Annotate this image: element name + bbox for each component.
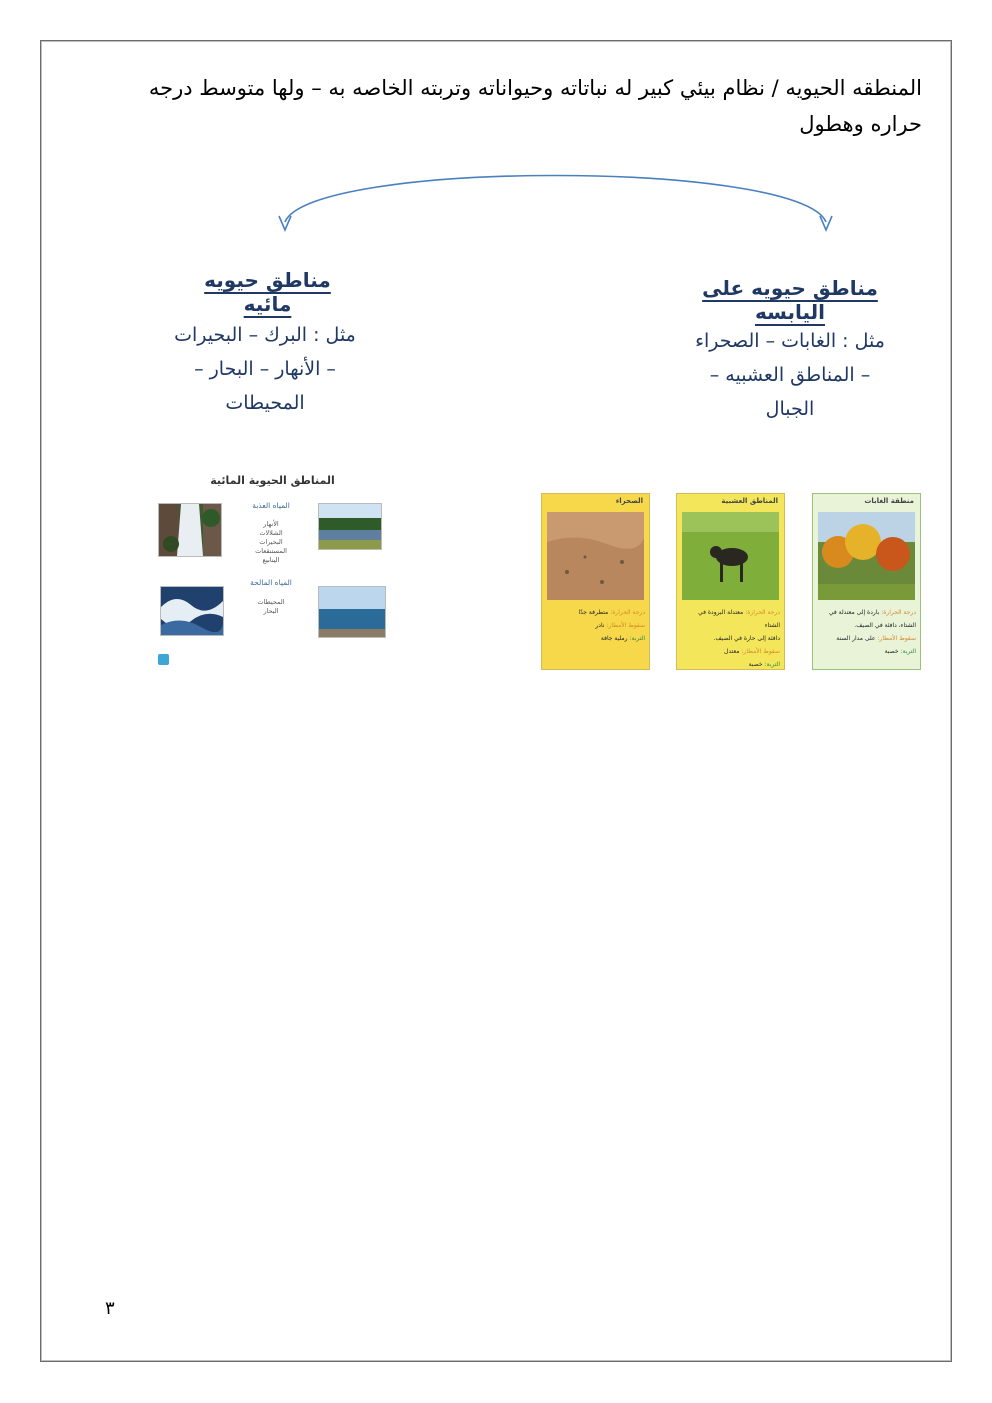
fact-value: الشتاء، دافئة في الصيف. <box>854 622 916 629</box>
aquatic-example-line: المحيطات <box>225 392 305 414</box>
fact-line <box>681 658 780 671</box>
branch-arrows <box>270 160 840 240</box>
fact-key: درجة الحرارة: <box>610 609 645 616</box>
aquatic-examples <box>150 318 380 420</box>
fact-key: التربة: <box>900 648 916 655</box>
salt-item: المحيطات <box>257 598 285 606</box>
fact-line <box>546 619 645 632</box>
fact-value: رملية جافة <box>600 635 628 642</box>
card-title: الصحراء <box>615 497 643 505</box>
grassland-card <box>676 493 785 670</box>
fresh-item: الأنهار <box>263 520 279 528</box>
fact-value: دافئة إلى حارة في الصيف. <box>713 635 780 642</box>
fact-value: خصبة <box>748 661 763 668</box>
fact-line <box>817 632 916 645</box>
fact-value: معتدل <box>724 648 740 655</box>
wave-photo <box>160 586 224 636</box>
fact-value: معتدلة البرودة في الشتاء <box>698 609 780 629</box>
fact-value: على مدار السنة <box>836 635 876 642</box>
aquatic-figure <box>150 466 395 676</box>
aquatic-heading: مناطق حيويه مائيه <box>204 268 331 316</box>
river-photo <box>318 503 382 550</box>
fact-line <box>681 645 780 658</box>
fresh-item: الشلالات <box>259 529 283 537</box>
land-example-line: الجبال <box>765 398 815 420</box>
card-facts <box>817 606 916 658</box>
fact-value: نادر <box>595 622 605 629</box>
aquatic-example-line: – الأنهار – البحار – <box>194 358 336 380</box>
salt-water-label: المياه المالحة <box>250 578 292 587</box>
fact-key: سقوط الأمطار: <box>606 622 645 629</box>
fact-line <box>817 606 916 619</box>
fresh-item: الينابيع <box>262 556 280 564</box>
fresh-item: المستنقعات <box>255 547 287 555</box>
intro-definition: المنطقه الحيويه / نظام بيئي كبير له نباتاته وحيواناته وتربته الخاصه به – ولها متوسط درجه حراره وهطول <box>148 76 922 136</box>
land-example-line: مثل : الغابات – الصحراء <box>695 330 885 352</box>
fresh-water-label: المياه العذبة <box>252 501 290 510</box>
waterfall-photo <box>158 503 222 557</box>
fact-line <box>817 619 916 632</box>
fact-line <box>817 645 916 658</box>
fact-value: باردة إلى معتدلة في <box>828 609 880 616</box>
card-facts <box>681 606 780 671</box>
fact-key: التربة: <box>629 635 645 642</box>
card-facts <box>546 606 645 645</box>
card-title: منطقة الغابات <box>864 497 914 505</box>
fact-line <box>681 632 780 645</box>
land-heading: مناطق حيويه على اليابسه <box>702 276 878 324</box>
fact-value: متطرفة جدًا <box>578 609 609 616</box>
salt-item: البحار <box>263 607 279 615</box>
fact-line <box>546 632 645 645</box>
aquatic-example-line: مثل : البرك – البحيرات <box>174 324 356 346</box>
forest-card <box>812 493 921 670</box>
forest-photo <box>818 512 915 600</box>
aquatic-figure-title: المناطق الحيوية المائية <box>210 474 335 487</box>
grassland-photo <box>682 512 779 600</box>
land-example-line: – المناطق العشبيه – <box>709 364 871 386</box>
fact-key: درجة الحرارة: <box>745 609 780 616</box>
salt-water-list <box>236 598 306 616</box>
fact-line <box>546 606 645 619</box>
desert-photo <box>547 512 644 600</box>
fact-line <box>681 606 780 632</box>
fresh-water-list <box>236 520 306 565</box>
fact-key: سقوط الأمطار: <box>741 648 780 655</box>
fresh-item: البحيرات <box>259 538 283 546</box>
page-number: ٣ <box>105 1298 115 1319</box>
sea-photo <box>318 586 386 638</box>
fact-key: التربة: <box>764 661 780 668</box>
fact-key: سقوط الأمطار: <box>877 635 916 642</box>
desert-card <box>541 493 650 670</box>
card-title: المناطق العشبية <box>721 497 778 505</box>
book-icon <box>158 654 169 665</box>
fact-key: درجة الحرارة: <box>881 609 916 616</box>
land-examples <box>665 324 915 426</box>
fact-value: خصبة <box>884 648 899 655</box>
